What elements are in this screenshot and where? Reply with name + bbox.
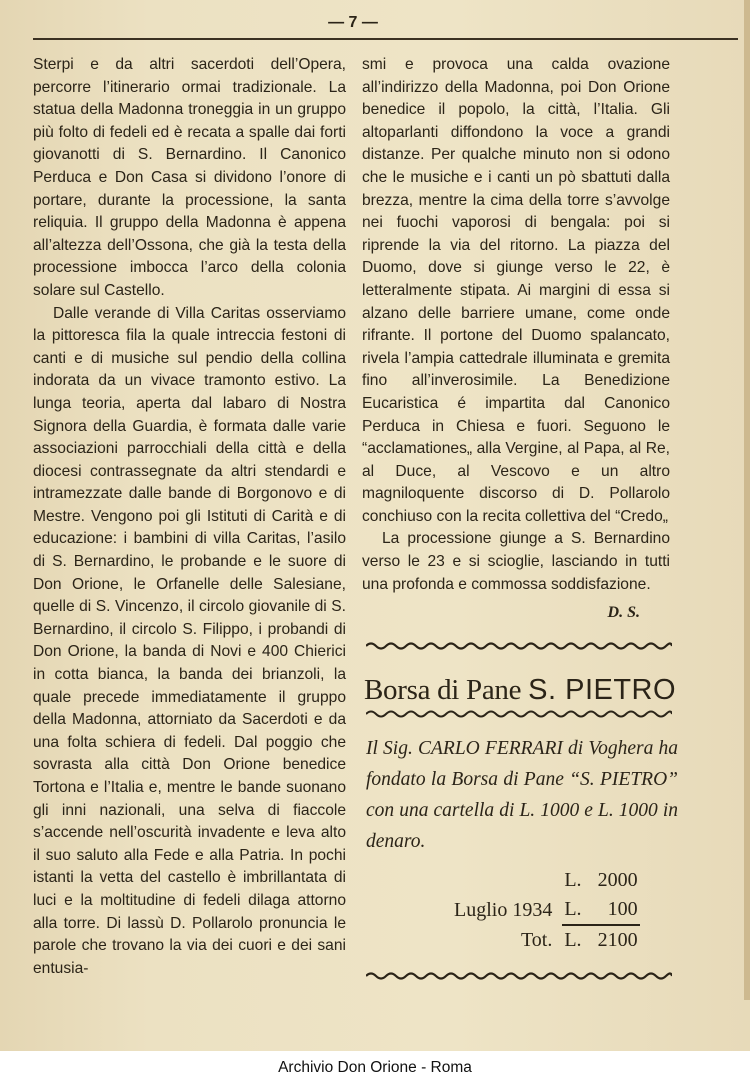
left-paragraph-1: Sterpi e da altri sacerdoti dell’Opera, percorre l’itinerario ormai tradizionale. La statua della Madonna troneggia in un gruppo più folto di fedeli ed è recata a spalle dai forti giovanotti di S. Bernardino. Il Canonico Perduca e Don Casa si dividono l’onore di portare, durante la processione, la santa reliquia. Il gruppo della Madonna è appena all’altezza dell’Ossona, che già la testa della processione imbocca l’arco della colonia solare sul Castello. xyxy=(33,56,346,299)
left-paragraph-2: Dalle verande di Villa Caritas osserviamo la pittoresca fila la quale intreccia festoni di canti e di musiche sul pendio della collina indorata da un vivace tramonto estivo. La lunga teoria, aperta dal labaro di Nostra Signora della Guardia, è formata dalle varie associazioni parrocchiali della città e della diocesi contrassegnate da altri stendardi e intramezzate dalle bande di Borgonovo e di Mestre. Vengono poi gli Istituti di Carità e di educazione: i bambini di villa Caritas, l’asilo di S. Bernardino, le probande e le suore di Don Orione, le Orfanelle delle Salesiane, quelle di S. Vincenzo, il circolo giovanile di S. Bernardino, il circolo S. Filippo, i probandi di Don Orione, la banda di Novi e 400 Chierici in cotta bianca, la banda dei brianzoli, la quale precede immediatamente il gruppo della Madonna, attorniato da Sacerdoti e da una folta schiera di fedeli. Dal poggio che sovrasta alla città Don Orione benedice Tortona e l’Italia e, mentre le bande suonano gli inni nazionali, una selva di fiaccole s’accende nell’oscurità invadente e leva alto il suo saluto alla Fede e alla Patria. In pochi istanti la vetta del castello è imbrillantata di luci e la moltitudine di fedeli dilaga attorno alla torre. Di lassù D. Pollarolo pronuncia le parole che trovano la via dei cuori e dei sani entusia- xyxy=(33,304,346,977)
totals-row-label: Luglio 1934 xyxy=(454,898,553,921)
page-edge xyxy=(744,0,750,1000)
borsa-title-name: S. PIETRO xyxy=(528,674,677,706)
article-signature: D. S. xyxy=(607,604,640,622)
wavy-divider-middle xyxy=(366,708,672,720)
totals-row-amount: 2000 xyxy=(597,869,638,891)
right-paragraph-1: smi e provoca una calda ovazione all’indirizzo della Madonna, poi Don Orione benedice il popolo, la città, l’Italia. Gli altoparlanti diffondono la voce a grandi distanze. Per qualche minuto non si odono che le musiche e i canti un pò sbattuti dalla brezza, mentre la cima della torre s’avvolge nei fuochi vaporosi di bengala: poi si riprende la via del ritorno. La piazza del Duomo, dove si giunge verso le 22, è letteralmente stipata. Ai margini di essa si alzano delle barriere umane, come onde rifrante. Il portone del Duomo spalancato, rivela l’ampia cattedrale illuminata e gremita fino all’inverosimile. La Benedizione Eucaristica é impartita dal Canonico Perduca in Chiesa e fuori. Seguono le “acclamationes„ alla Vergine, al Papa, al Re, al Duce, al Vescovo e un altro magniloquente discorso di D. Pollarolo conchiuso con la recita collettiva del “Credo„ xyxy=(362,56,670,525)
header-rule xyxy=(33,38,738,40)
wavy-divider-top xyxy=(366,640,672,652)
archive-label: Archivio Don Orione - Roma xyxy=(278,1059,472,1076)
borsa-title xyxy=(364,674,680,707)
donation-totals xyxy=(452,866,640,955)
borsa-body xyxy=(366,733,678,857)
totals-row-currency: L. xyxy=(562,895,587,925)
totals-row xyxy=(452,866,640,895)
wavy-divider-bottom xyxy=(366,970,672,982)
totals-row xyxy=(452,925,640,955)
totals-row-label: Tot. xyxy=(520,928,553,951)
totals-row-amount: 100 xyxy=(588,895,640,925)
totals-row xyxy=(452,895,640,925)
page-number: — 7 — xyxy=(328,14,378,31)
left-column xyxy=(33,54,346,980)
borsa-title-prefix: Borsa di Pane xyxy=(364,674,522,706)
totals-row-currency: L. xyxy=(564,869,582,891)
right-column xyxy=(362,54,670,625)
totals-row-label xyxy=(452,866,562,895)
totals-row-amount: 2100 xyxy=(597,929,638,951)
right-paragraph-2: La processione giunge a S. Bernardino verso le 23 e si scioglie, lasciando in tutti una profonda e commossa soddisfazione. xyxy=(362,530,670,593)
borsa-paragraph: Il Sig. CARLO FERRARI di Voghera ha fondato la Borsa di Pane “S. PIETRO” con una cartella di L. 1000 e L. 1000 in denaro. xyxy=(366,738,678,852)
totals-row-currency: L. xyxy=(564,929,582,951)
